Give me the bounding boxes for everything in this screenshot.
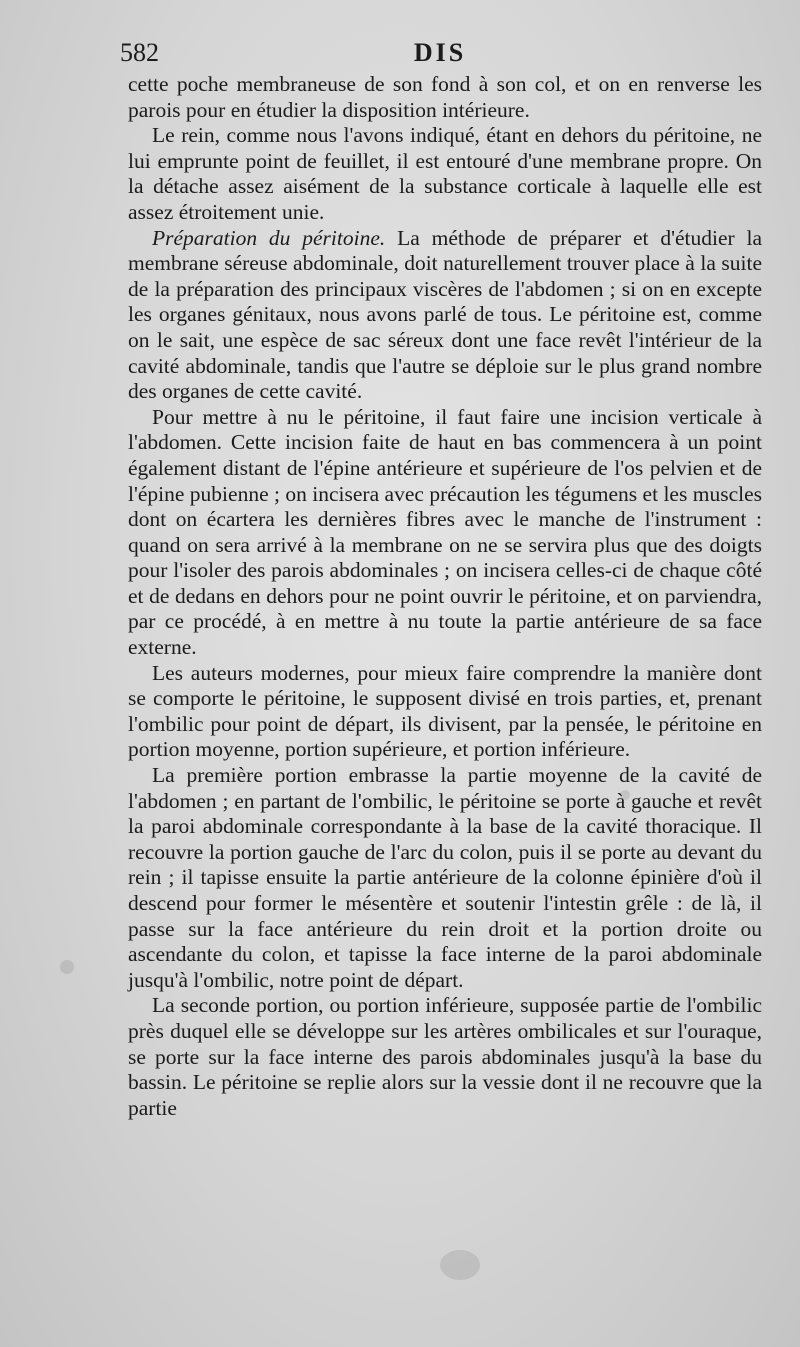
paragraph (128, 226, 762, 405)
paragraph (128, 661, 762, 763)
paragraph-text: Les auteurs modernes, pour mieux faire comprendre la manière dont se comporte le péritoine, le supposent divisé en trois parties, et, prenant l'ombilic pour point de départ, ils divisent, par la pensée, le péritoine en portion moyenne, portion supérieure, et portion inférieure. (128, 660, 762, 762)
running-head: DIS (413, 38, 467, 67)
paragraph-text: cette poche membraneuse de son fond à son col, et on en renverse les parois pour en étudier la disposition intérieure. (128, 72, 762, 122)
paragraph-text: Pour mettre à nu le péritoine, il faut faire une incision verticale à l'abdomen. Cette incision faite de haut en bas commencera à un point également distant de l'épine antérieure et supérieure de l'os pelvien et de l'épine pubienne ; on incisera avec précaution les tégumens et les muscles dont on écartera les dernières fibres avec le manche de l'instrument : quand on sera arrivé à la membrane on ne se servira plus que des doigts pour l'isoler des parois abdominales ; on incisera celles-ci de chaque côté et de dedans en dehors pour ne point ouvrir le péritoine, et on parviendra, par ce procédé, à en mettre à nu toute la partie antérieure de sa face externe. (128, 404, 762, 660)
paragraph-text: La première portion embrasse la partie moyenne de la cavité de l'abdomen ; en partant de l'ombilic, le péritoine se porte à gauche et revêt la paroi abdominale correspondante à la base de la cavité thoracique. Il recouvre la portion gauche de l'arc du colon, puis il se porte au devant du rein ; il tapisse ensuite la partie antérieure de la colonne épinière d'où il descend pour former le mésentère et soutenir l'intestin grêle : de là, il passe sur la face antérieure du rein droit et la portion droite ou ascendante du colon, et tapisse la face interne de la paroi abdominale jusqu'à l'ombilic, notre point de départ. (128, 763, 762, 992)
paragraph (128, 763, 762, 993)
paragraph (128, 123, 762, 225)
body-text (128, 72, 762, 1121)
section-lead: Préparation du péritoine. (152, 225, 386, 250)
paragraph-text: La méthode de préparer et d'étudier la membrane séreuse abdominale, doit naturellement trouver place à la suite de la préparation des principaux viscères de l'abdomen ; si on en excepte les organes génitaux, nous avons parlé de tous. Le péritoine est, comme on le sait, une espèce de sac séreux dont une face revêt l'intérieur de la cavité abdominale, tandis que l'autre se déploie sur le plus grand nombre des organes de cette cavité. (128, 225, 762, 404)
page-number: 582 (120, 38, 159, 67)
paragraph (128, 993, 762, 1121)
paragraph-text: La seconde portion, ou portion inférieure, supposée partie de l'ombilic près duquel elle se développe sur les artères ombilicales et sur l'ouraque, se porte sur la face interne des parois abdominales jusqu'à la base du bassin. Le péritoine se replie alors sur la vessie dont il ne recouvre que la partie (128, 993, 762, 1120)
paragraph-continued (128, 72, 762, 123)
paragraph-text: Le rein, comme nous l'avons indiqué, étant en dehors du péritoine, ne lui emprunte point de feuillet, il est entouré d'une membrane propre. On la détache assez aisément de la substance corticale à laquelle elle est assez étroitement unie. (128, 123, 762, 224)
paragraph (128, 405, 762, 661)
